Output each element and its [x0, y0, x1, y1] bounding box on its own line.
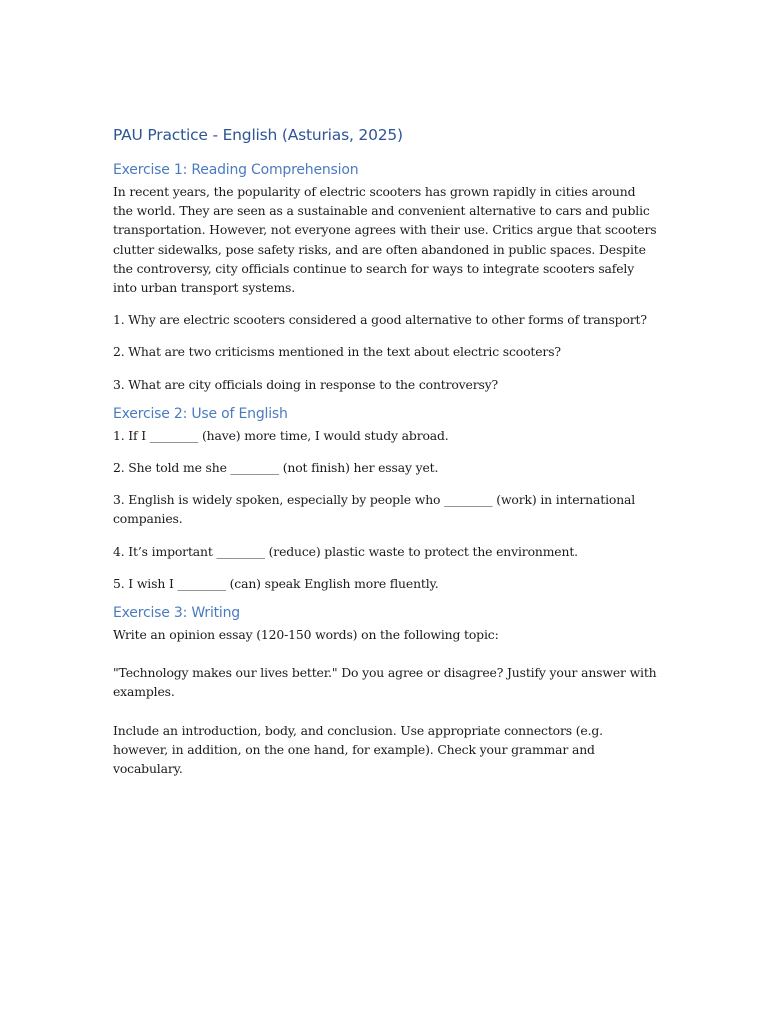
writing-guidance: Include an introduction, body, and conclusion. Use appropriate connectors (e.g. however, in addition, on the one hand, for example). Check your grammar and vocabulary. [113, 722, 603, 777]
exercise-2-section [113, 404, 658, 593]
use-of-english-item-5: 5. I wish I ________ (can) speak English more fluently. [113, 575, 439, 591]
question-2: 2. What are two criticisms mentioned in the text about electric scooters? [113, 344, 561, 360]
exercise-3-section [113, 603, 658, 778]
reading-passage: In recent years, the popularity of electric scooters has grown rapidly in cities around the world. They are seen as a sustainable and convenient alternative to cars and public transportation. However, not everyone agrees with their use. Critics argue that scooters clutter sidewalks, pose safety risks, and are often abandoned in public spaces. Despite the controversy, city officials continue to search for ways to integrate scooters safely into urban transport systems. [113, 184, 657, 296]
question-3: 3. What are city officials doing in response to the controversy? [113, 376, 499, 392]
use-of-english-item-1: 1. If I ________ (have) more time, I would study abroad. [113, 427, 449, 443]
use-of-english-item-3: 3. English is widely spoken, especially by people who ________ (work) in international companies. [113, 492, 636, 527]
exercise-1-heading: Exercise 1: Reading Comprehension [113, 162, 359, 178]
writing-instruction: Write an opinion essay (120-150 words) on the following topic: [113, 627, 499, 643]
document-title: PAU Practice - English (Asturias, 2025) [113, 126, 403, 144]
document-body [113, 124, 658, 791]
use-of-english-item-4: 4. It’s important ________ (reduce) plastic waste to protect the environment. [113, 543, 578, 559]
question-1: 1. Why are electric scooters considered a good alternative to other forms of transport? [113, 312, 647, 328]
writing-topic: "Technology makes our lives better." Do you agree or disagree? Justify your answer with examples. [113, 665, 657, 700]
exercise-3-heading: Exercise 3: Writing [113, 605, 240, 622]
exercise-1-section [113, 160, 658, 394]
exercise-2-heading: Exercise 2: Use of English [113, 405, 288, 422]
use-of-english-item-2: 2. She told me she ________ (not finish) her essay yet. [113, 460, 439, 476]
